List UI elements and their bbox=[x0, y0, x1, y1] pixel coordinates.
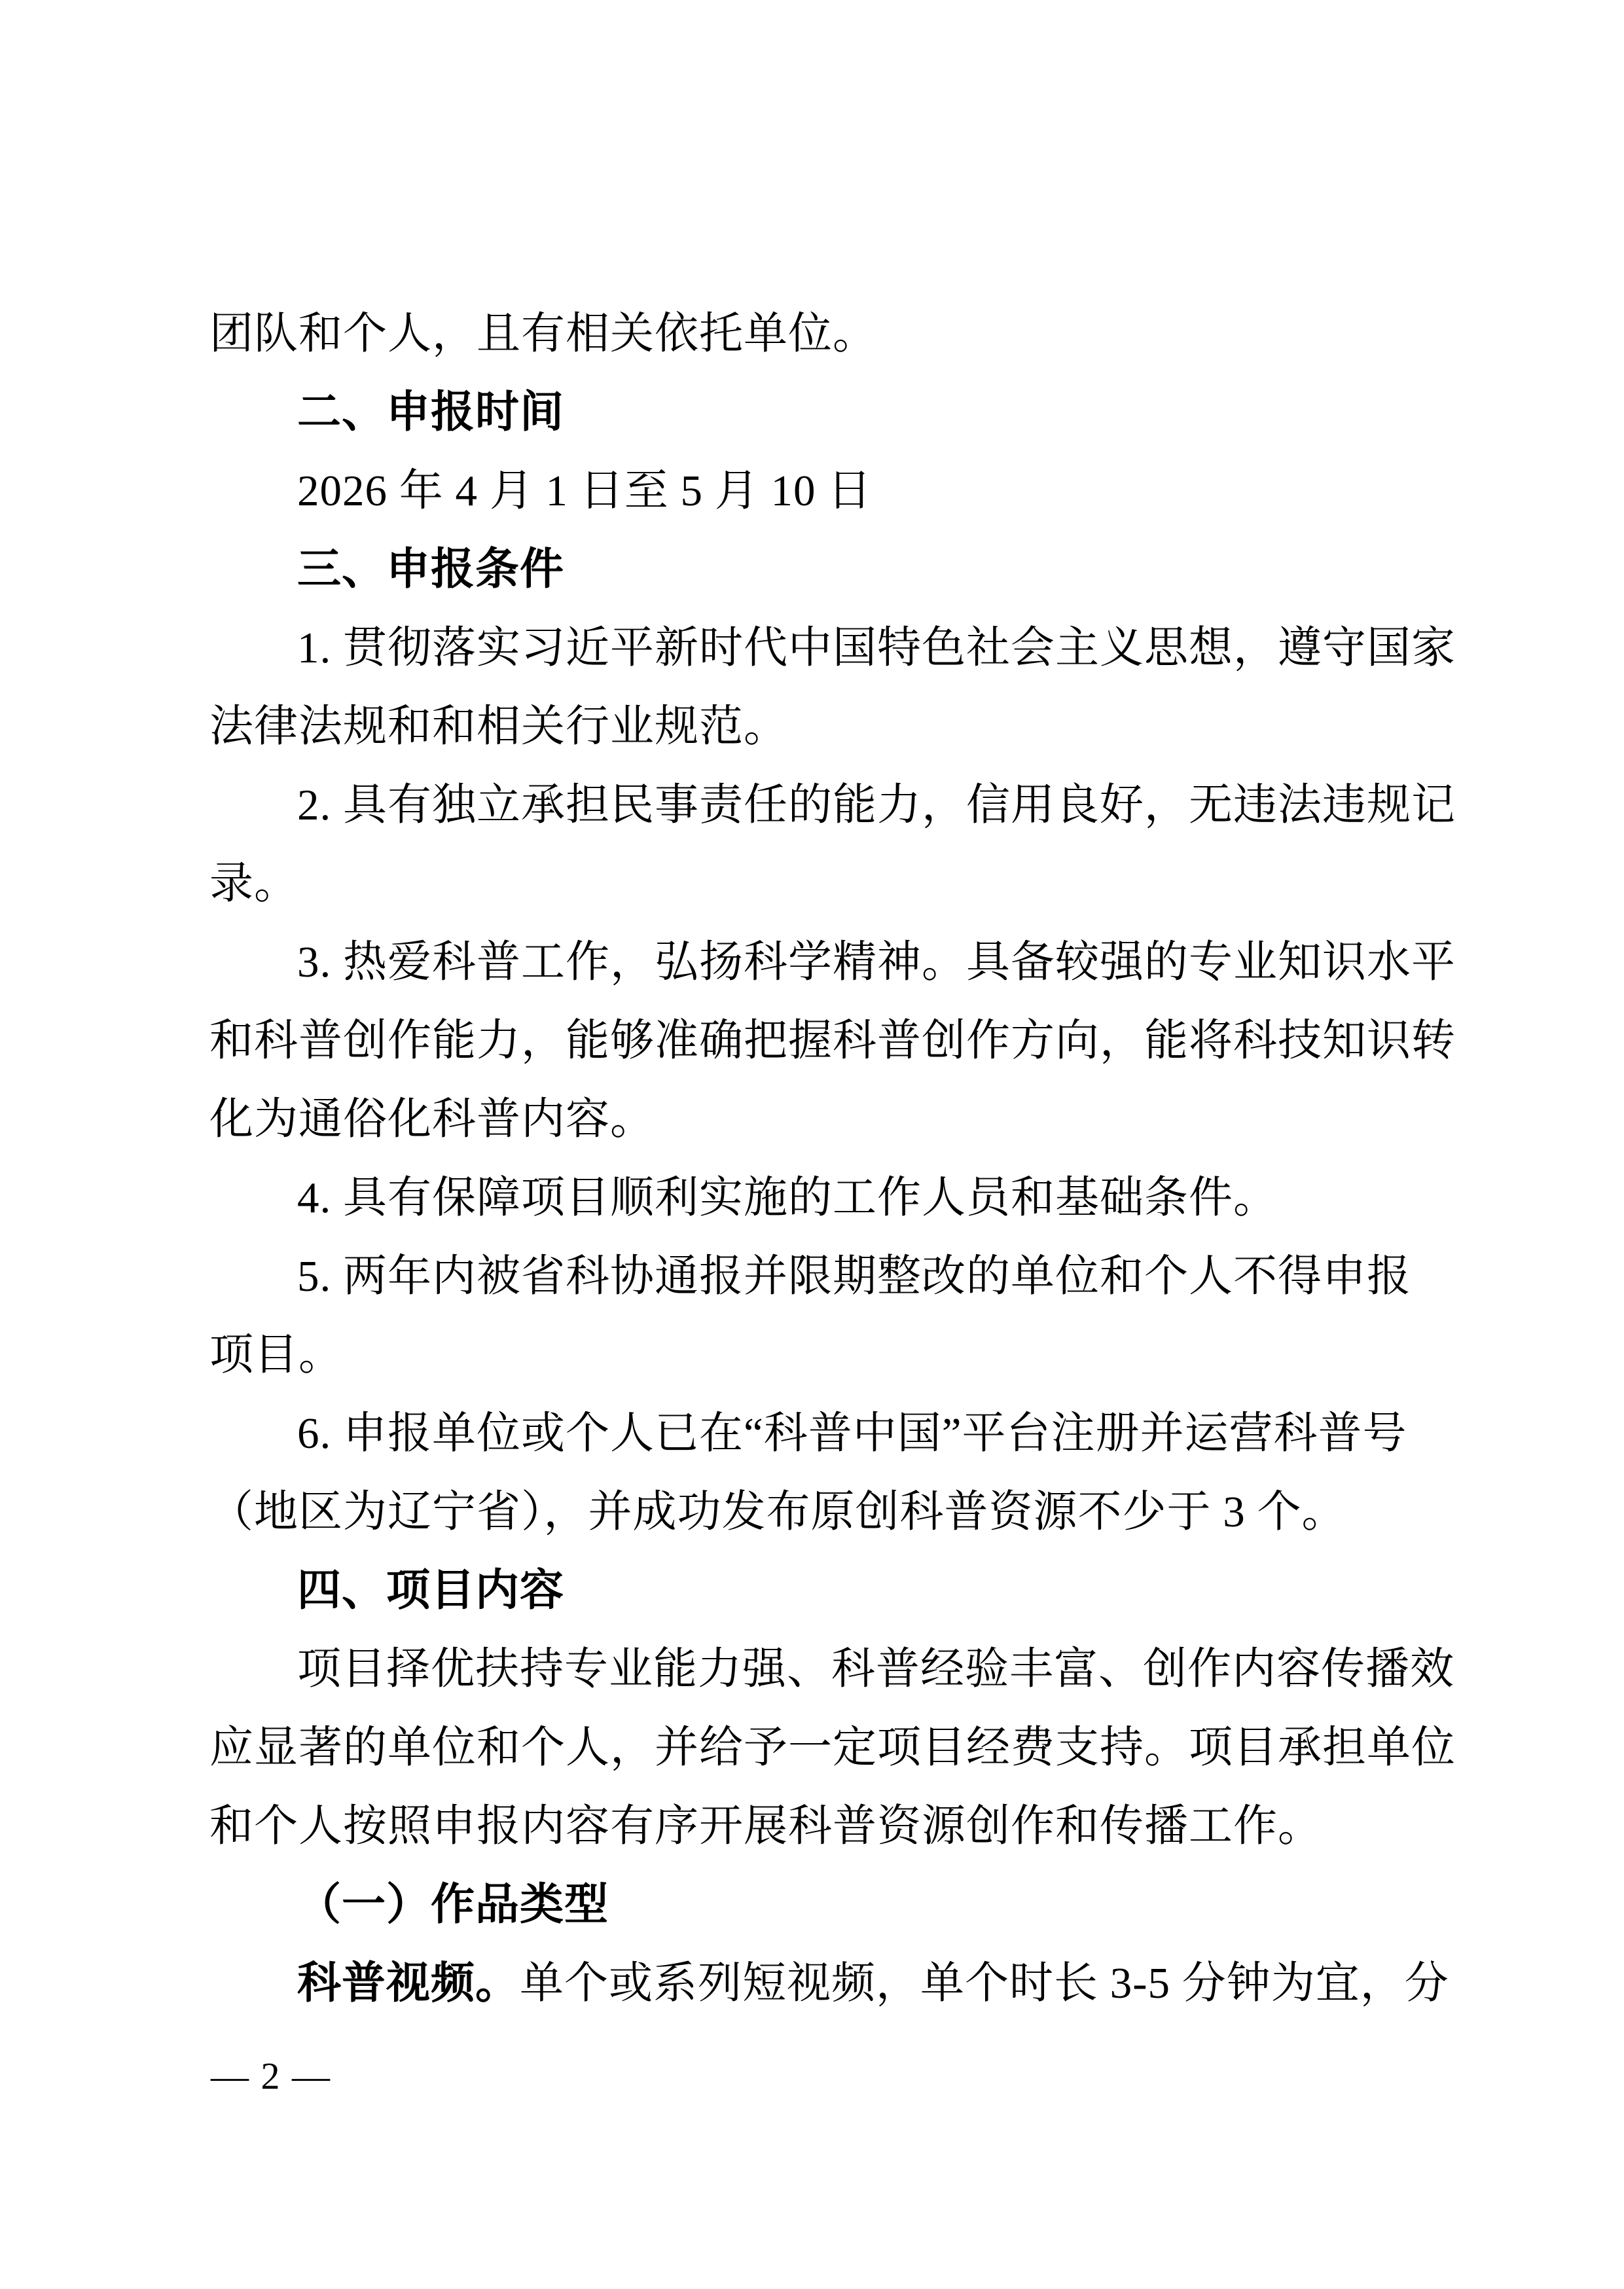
heading-section-3 bbox=[209, 530, 1427, 609]
content-para-line-1 bbox=[209, 1630, 1454, 1708]
subheading-work-type bbox=[209, 1865, 1427, 1944]
condition-2-line-2 bbox=[209, 844, 1427, 923]
condition-2-line-1 bbox=[209, 766, 1456, 844]
text-run: 项目。 bbox=[209, 1331, 343, 1379]
text-run: 化为通俗化科普内容。 bbox=[209, 1095, 655, 1144]
video-type-line-1 bbox=[209, 1944, 1449, 2023]
condition-1-line-1 bbox=[209, 609, 1456, 687]
text-run: 四、项目内容 bbox=[297, 1566, 564, 1615]
text-run: 1. 贯彻落实习近平新时代中国特色社会主义思想，遵守国家 bbox=[297, 624, 1456, 672]
condition-6-line-2 bbox=[209, 1473, 1427, 1551]
text-run: 法律法规和和相关行业规范。 bbox=[209, 702, 788, 751]
text-run: （地区为辽宁省），并成功发布原创科普资源不少于 3 个。 bbox=[209, 1488, 1346, 1536]
text-run: 应显著的单位和个人，并给予一定项目经费支持。项目承担单位 bbox=[209, 1723, 1456, 1772]
text-run: 二、申报时间 bbox=[297, 388, 564, 437]
text-run: 2. 具有独立承担民事责任的能力，信用良好，无违法违规记 bbox=[297, 781, 1456, 829]
condition-3-line-2 bbox=[209, 1001, 1456, 1080]
text-run: 4. 具有保障项目顺利实施的工作人员和基础条件。 bbox=[297, 1174, 1278, 1222]
text-run: 2026 年 4 月 1 日至 5 月 10 日 bbox=[297, 467, 873, 515]
condition-3-line-3 bbox=[209, 1080, 1427, 1159]
page-number: — 2 — bbox=[211, 2055, 331, 2097]
text-run: 3. 热爱科普工作，弘扬科学精神。具备较强的专业知识水平 bbox=[297, 938, 1456, 986]
condition-5-line-1 bbox=[209, 1237, 1427, 1316]
condition-1-line-2 bbox=[209, 687, 1427, 766]
content-para-line-2 bbox=[209, 1708, 1456, 1787]
condition-6-line-1 bbox=[209, 1394, 1427, 1473]
text-run: 录。 bbox=[209, 859, 298, 908]
application-date-line bbox=[209, 452, 1427, 530]
para-continuation bbox=[209, 295, 1427, 373]
text-run: 科普视频。 bbox=[297, 1959, 520, 2008]
text-run: 和个人按照申报内容有序开展科普资源创作和传播工作。 bbox=[209, 1802, 1322, 1850]
text-run: 项目择优扶持专业能力强、科普经验丰富、创作内容传播效 bbox=[297, 1645, 1454, 1693]
condition-5-line-2 bbox=[209, 1316, 1427, 1394]
heading-section-4 bbox=[209, 1551, 1427, 1630]
text-run: 三、申报条件 bbox=[297, 545, 564, 594]
text-run: 单个或系列短视频，单个时长 3-5 分钟为宜，分 bbox=[520, 1959, 1449, 2008]
text-run: 6. 申报单位或个人已在“科普中国”平台注册并运营科普号 bbox=[297, 1409, 1407, 1458]
document-body bbox=[209, 295, 1456, 2023]
text-run: 团队和个人，且有相关依托单位。 bbox=[209, 310, 877, 358]
content-para-line-3 bbox=[209, 1787, 1427, 1865]
condition-3-line-1 bbox=[209, 923, 1456, 1001]
text-run: （一）作品类型 bbox=[297, 1881, 609, 1929]
text-run: 和科普创作能力，能够准确把握科普创作方向，能将科技知识转 bbox=[209, 1017, 1456, 1065]
condition-4-line-1 bbox=[209, 1159, 1427, 1237]
heading-section-2 bbox=[209, 373, 1427, 452]
page-footer bbox=[211, 2050, 331, 2102]
text-run: 5. 两年内被省科协通报并限期整改的单位和个人不得申报 bbox=[297, 1252, 1411, 1301]
